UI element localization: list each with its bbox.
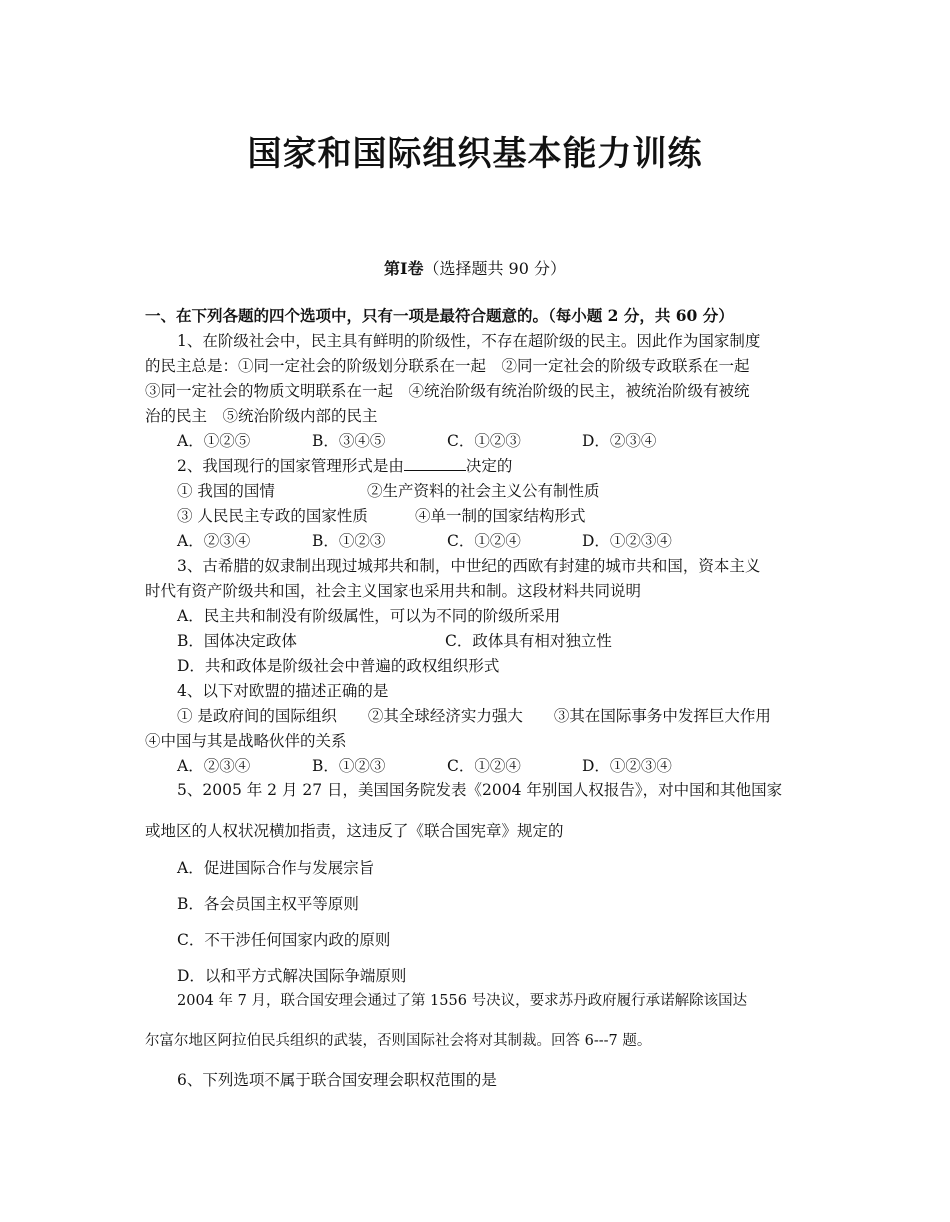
material-line-1: 2004 年 7 月，联合国安理会通过了第 1556 号决议，要求苏丹政府履行承诺解除该国达 [177,993,748,1009]
q2-item-2: ②生产资料的社会主义公有制性质 [367,482,600,500]
q5-option-a: A．促进国际合作与发展宗旨 [177,859,375,877]
q2-items-row-2 [177,505,586,527]
q3-option-a: A．民主共和制没有阶级属性，可以为不同的阶级所采用 [177,607,561,625]
q1-line-2: 的民主总是：①同一定社会的阶级划分联系在一起 ②同一定社会的阶级专政联系在一起 [145,357,750,375]
q4-items-line-2: ④中国与其是战略伙伴的关系 [145,732,347,750]
q1-line-1: 1、在阶级社会中，民主具有鲜明的阶级性，不存在超阶级的民主。因此作为国家制度 [177,332,761,350]
q6-stem: 6、下列选项不属于联合国安理会职权范围的是 [177,1071,497,1089]
q2-option-d: D．①②③④ [582,532,672,550]
q5-line-2: 或地区的人权状况横加指责，这违反了《联合国宪章》规定的 [145,822,564,840]
q5-option-c: C．不干涉任何国家内政的原则 [177,931,391,949]
part-heading [0,256,950,279]
section-instruction: 一、在下列各题的四个选项中，只有一项是最符合题意的。（每小题 2 分，共 60 分） [145,306,734,325]
q5-option-d: D．以和平方式解决国际争端原则 [177,967,407,985]
q3-option-d: D．共和政体是阶级社会中普遍的政权组织形式 [177,657,500,675]
q3-options-bc [177,630,612,652]
q4-option-b: B．①②③ [312,757,386,775]
q2-stem [177,455,512,477]
page-title: 国家和国际组织基本能力训练 [247,134,703,174]
q2-options [177,530,672,552]
part-note: （选择题共 90 分） [423,259,567,278]
q2-stem-end: 决定的 [465,457,513,475]
q3-line-2: 时代有资产阶级共和国，社会主义国家也采用共和制。这段材料共同说明 [145,582,642,600]
q1-line-4: 治的民主 ⑤统治阶级内部的民主 [145,407,378,425]
q4-option-d: D．①②③④ [582,757,672,775]
q4-option-c: C．①②④ [447,757,521,775]
q4-option-a: A．②③④ [177,757,251,775]
q2-blank [404,456,466,471]
q1-option-c: C．①②③ [447,432,521,450]
q3-option-c: C．政体具有相对独立性 [445,632,612,650]
q5-line-1: 5、2005 年 2 月 27 日，美国国务院发表《2004 年别国人权报告》，对中国和其他国家 [177,781,783,799]
q5-option-b: B．各会员国主权平等原则 [177,895,359,913]
q2-option-a: A．②③④ [177,532,251,550]
q2-stem-start: 2、我国现行的国家管理形式是由 [177,457,404,475]
q2-item-3: ③ 人民民主专政的国家性质 [177,507,368,525]
q1-option-a: A．①②⑤ [177,432,251,450]
q2-item-4: ④单一制的国家结构形式 [415,507,586,525]
q4-options [177,755,672,777]
q2-items-row-1 [177,480,600,502]
q2-option-c: C．①②④ [447,532,521,550]
q2-item-1: ① 我国的国情 [177,482,275,500]
q1-option-b: B．③④⑤ [312,432,386,450]
part-label: 第Ⅰ卷 [383,259,424,278]
q1-options [177,430,656,452]
q4-items-line-1: ① 是政府间的国际组织 ②其全球经济实力强大 ③其在国际事务中发挥巨大作用 [177,707,771,725]
q3-option-b: B．国体决定政体 [177,632,297,650]
q4-stem: 4、以下对欧盟的描述正确的是 [177,682,389,700]
q1-option-d: D．②③④ [582,432,657,450]
material-line-2: 尔富尔地区阿拉伯民兵组织的武装，否则国际社会将对其制裁。回答 6---7 题。 [145,1033,652,1049]
q2-option-b: B．①②③ [312,532,386,550]
q3-line-1: 3、古希腊的奴隶制出现过城邦共和制，中世纪的西欧有封建的城市共和国，资本主义 [177,557,761,575]
q1-line-3: ③同一定社会的物质文明联系在一起 ④统治阶级有统治阶级的民主，被统治阶级有被统 [145,382,750,400]
